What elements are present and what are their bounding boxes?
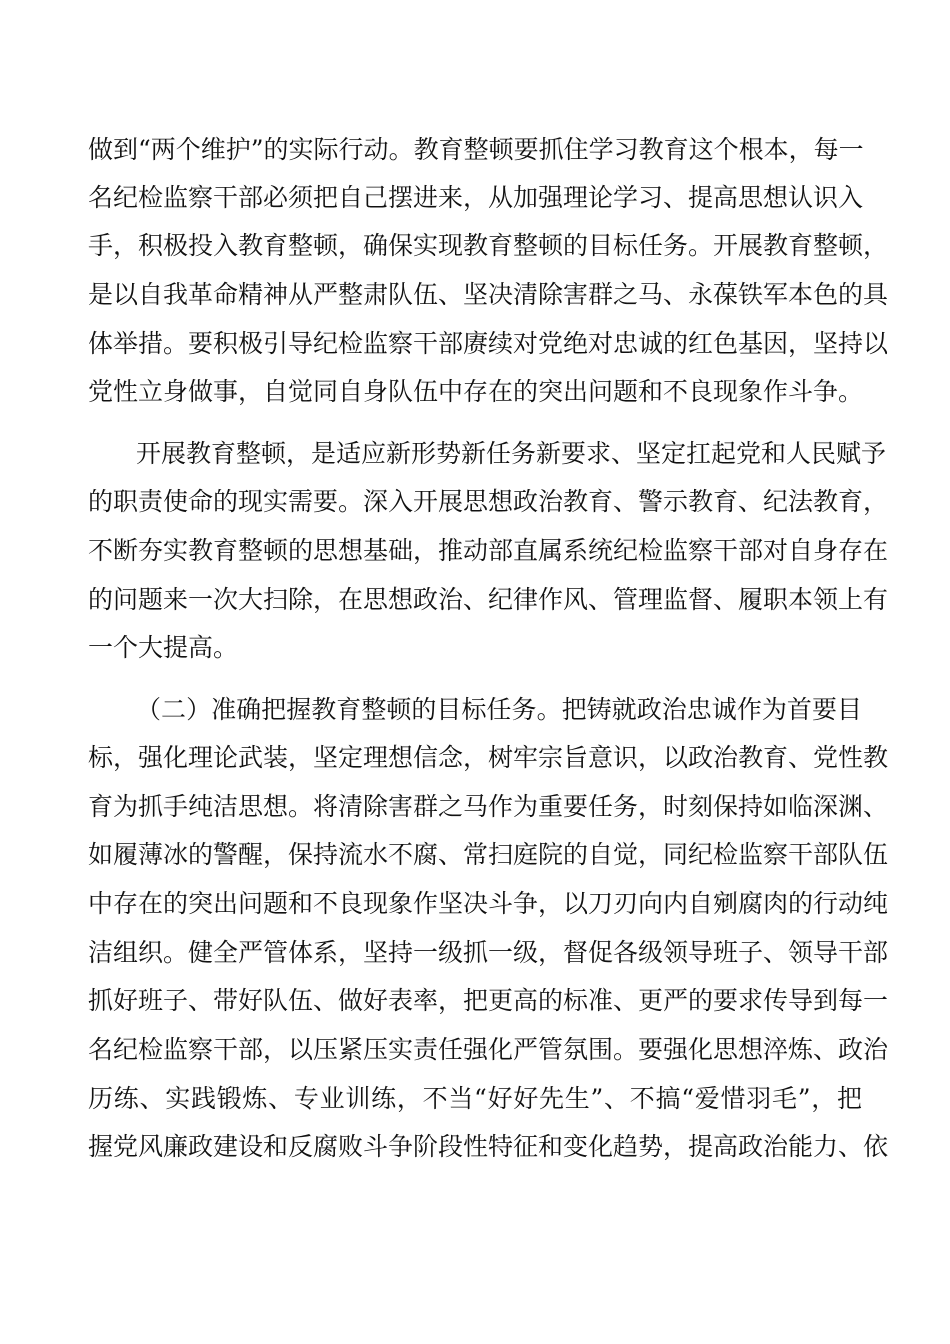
- paragraph-2-line-4: 的问题来一次大扫除，在思想政治、纪律作风、管理监督、履职本领上有: [88, 585, 889, 614]
- paragraph-3-line-4: 如履薄冰的警醒，保持流水不腐、常扫庭院的自觉，同纪检监察干部队伍: [88, 840, 889, 869]
- paragraph-3-line-8: 名纪检监察干部，以压紧压实责任强化严管氛围。要强化思想淬炼、政治: [88, 1035, 889, 1064]
- paragraph-1-line-2: 名纪检监察干部必须把自己摆进来，从加强理论学习、提高思想认识入: [88, 183, 864, 212]
- paragraph-1-line-4: 是以自我革命精神从严整肃队伍、坚决清除害群之马、永葆铁军本色的具: [88, 280, 889, 309]
- paragraph-2-line-1: 开展教育整顿，是适应新形势新任务新要求、坚定扛起党和人民赋予: [136, 439, 887, 468]
- paragraph-2-line-5: 一个大提高。: [88, 633, 239, 662]
- paragraph-3-line-9: 历练、实践锻炼、专业训练，不当“好好先生”、不搞“爱惜羽毛”，把: [88, 1084, 862, 1113]
- paragraph-3-line-10: 握党风廉政建设和反腐败斗争阶段性特征和变化趋势，提高政治能力、依: [88, 1132, 889, 1161]
- paragraph-3-line-7: 抓好班子、带好队伍、做好表率，把更高的标准、更严的要求传导到每一: [88, 986, 889, 1015]
- paragraph-1-line-5: 体举措。要积极引导纪检监察干部赓续对党绝对忠诚的红色基因，坚持以: [88, 329, 889, 358]
- paragraph-2-line-2: 的职责使命的现实需要。深入开展思想政治教育、警示教育、纪法教育，: [88, 487, 889, 516]
- paragraph-3-line-5: 中存在的突出问题和不良现象作坚决斗争，以刀刃向内自剜腐肉的行动纯: [88, 889, 889, 918]
- paragraph-1-line-6: 党性立身做事，自觉同自身队伍中存在的突出问题和不良现象作斗争。: [88, 377, 864, 406]
- paragraph-2-line-3: 不断夯实教育整顿的思想基础，推动部直属系统纪检监察干部对自身存在: [88, 536, 889, 565]
- paragraph-3-line-3: 育为抓手纯洁思想。将清除害群之马作为重要任务，时刻保持如临深渊、: [88, 792, 889, 821]
- paragraph-3-line-2: 标，强化理论武装，坚定理想信念，树牢宗旨意识，以政治教育、党性教: [88, 743, 889, 772]
- paragraph-1-line-3: 手，积极投入教育整顿，确保实现教育整顿的目标任务。开展教育整顿，: [88, 231, 889, 260]
- paragraph-3-line-6: 洁组织。健全严管体系，坚持一级抓一级，督促各级领导班子、领导干部: [88, 938, 889, 967]
- paragraph-1-line-1: 做到“两个维护”的实际行动。教育整顿要抓住学习教育这个根本，每一: [88, 135, 864, 164]
- paragraph-3-line-1: （二）准确把握教育整顿的目标任务。把铸就政治忠诚作为首要目: [136, 695, 862, 724]
